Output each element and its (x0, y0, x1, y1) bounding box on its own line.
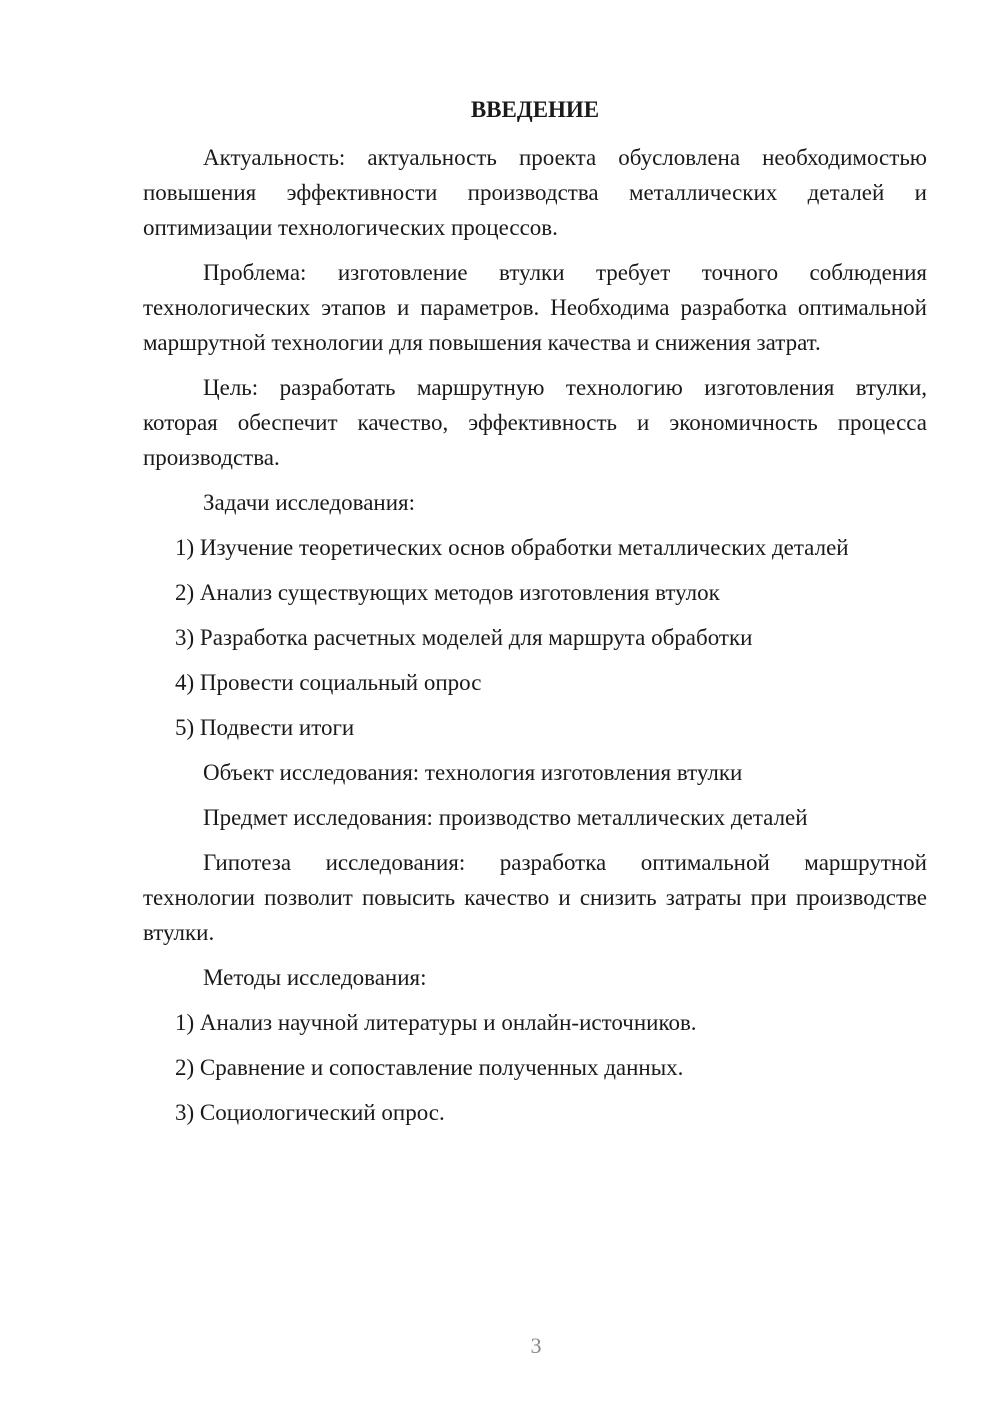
method-item-2: 2) Сравнение и сопоставление полученных данных. (175, 1055, 684, 1080)
method-item-1: 1) Анализ научной литературы и онлайн-источников. (175, 1010, 697, 1035)
task-item-1: 1) Изучение теоретических основ обработки металлических деталей (175, 535, 849, 560)
hypothesis-paragraph: Гипотеза исследования: разработка оптимальной маршрутной технологии позволит повысить качество и снизить затраты при производстве втулки. (143, 850, 927, 945)
method-item-3: 3) Социологический опрос. (175, 1100, 445, 1125)
page-content (143, 94, 927, 1140)
task-item-2: 2) Анализ существующих методов изготовления втулок (175, 580, 720, 605)
methods-heading: Методы исследования: (203, 965, 427, 990)
relevance-paragraph: Актуальность: актуальность проекта обусловлена необходимостью повышения эффективности производства металлических деталей и оптимизации технологических процессов. (143, 145, 927, 240)
subject-paragraph: Предмет исследования: производство металлических деталей (203, 805, 808, 830)
problem-paragraph: Проблема: изготовление втулки требует точного соблюдения технологических этапов и параметров. Необходима разработка оптимальной маршрутной технологии для повышения качества и снижения затрат. (143, 260, 927, 355)
page-title: ВВЕДЕНИЕ (470, 97, 600, 122)
goal-paragraph: Цель: разработать маршрутную технологию изготовления втулки, которая обеспечит качество, эффективность и экономичность процесса производства. (143, 375, 927, 470)
object-paragraph: Объект исследования: технология изготовления втулки (203, 760, 743, 785)
task-item-3: 3) Разработка расчетных моделей для маршрута обработки (175, 625, 753, 650)
task-item-4: 4) Провести социальный опрос (175, 670, 482, 695)
tasks-heading: Задачи исследования: (203, 490, 416, 515)
task-item-5: 5) Подвести итоги (175, 715, 355, 740)
page-number: 3 (530, 1333, 542, 1358)
